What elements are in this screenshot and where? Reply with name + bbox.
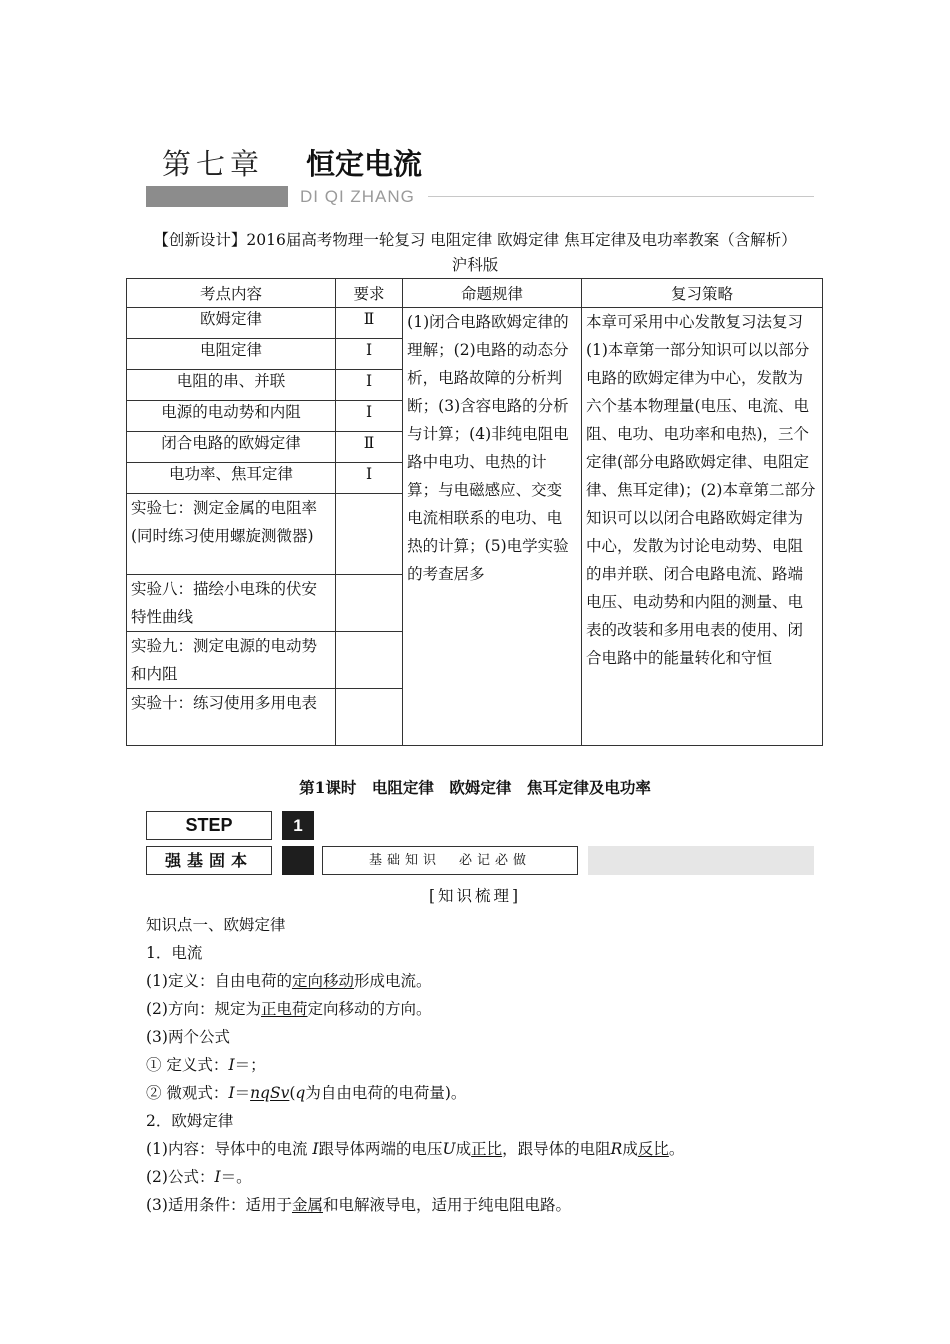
step-label: STEP: [146, 811, 272, 840]
chapter-decor-bar: [146, 186, 288, 207]
chapter-pinyin: DI QI ZHANG: [300, 187, 415, 206]
chapter-number: 第七章: [162, 147, 265, 181]
chapter-title: 恒定电流: [306, 147, 423, 181]
basis-label: 强基固本: [146, 846, 272, 875]
topic-cell: 欧姆定律: [127, 308, 336, 339]
definition-line: (1)定义：自由电荷的定向移动形成电流。: [146, 972, 432, 990]
header-level: 要求: [335, 279, 402, 308]
level-cell: Ⅰ: [335, 401, 402, 432]
level-cell: [335, 575, 402, 632]
level-cell: Ⅰ: [335, 370, 402, 401]
level-cell: Ⅰ: [335, 339, 402, 370]
formulas-heading: (3)两个公式: [146, 1028, 230, 1046]
topic-cell: 实验九：测定电源的电动势和内阻: [127, 632, 336, 689]
level-cell: Ⅰ: [335, 463, 402, 494]
ohm-content-line: (1)内容：导体中的电流 I跟导体两端的电压U成正比，跟导体的电阻R成反比。: [146, 1140, 685, 1158]
topic-cell: 电源的电动势和内阻: [127, 401, 336, 432]
applicability-line: (3)适用条件：适用于金属和电解液导电，适用于纯电阻电路。: [146, 1196, 571, 1214]
blank-answer: 正比: [471, 1140, 503, 1158]
lesson-title: 第1课时 电阻定律 欧姆定律 焦耳定律及电功率: [299, 778, 651, 797]
topic-cell: 实验七：测定金属的电阻率(同时练习使用螺旋测微器): [127, 494, 336, 575]
step-number: 1: [282, 811, 314, 840]
basis-gray-bar: [588, 846, 814, 875]
level-cell: Ⅱ: [335, 308, 402, 339]
table-header-row: [127, 279, 823, 308]
basis-dark-block: [282, 846, 314, 875]
ohm-formula-line: (2)公式：I＝。: [146, 1168, 252, 1186]
chapter-divider: [428, 196, 814, 197]
topic-cell: 闭合电路的欧姆定律: [127, 432, 336, 463]
blank-answer: 正电荷: [260, 1000, 308, 1018]
topic-cell: 实验十：练习使用多用电表: [127, 689, 336, 746]
basis-subtitle: 基础知识 必记必做: [322, 846, 578, 875]
definition-formula: ① 定义式：I＝；: [146, 1056, 266, 1074]
level-cell: [335, 632, 402, 689]
header-topic: 考点内容: [127, 279, 336, 308]
table-row: [127, 308, 823, 339]
subheading-current: 1．电流: [146, 944, 203, 962]
direction-line: (2)方向：规定为正电荷定向移动的方向。: [146, 1000, 432, 1018]
rule-cell: (1)闭合电路欧姆定律的理解；(2)电路的动态分析，电路故障的分析判断；(3)含容电路的分析与计算；(4)非纯电阻电路中电功、电热的计算；与电磁感应、交变电流相联系的电功、电热的计算；(5)电学实验的考查居多: [403, 308, 582, 746]
document-title: 【创新设计】2016届高考物理一轮复习 电阻定律 欧姆定律 焦耳定律及电功率教案（含解析）沪科版: [153, 231, 797, 274]
requirements-table: [126, 278, 823, 746]
section-heading: [知识梳理]: [428, 887, 522, 905]
topic-cell: 电阻定律: [127, 339, 336, 370]
knowledge-point-heading: 知识点一、欧姆定律: [146, 916, 286, 934]
strategy-cell: 本章可采用中心发散复习法复习(1)本章第一部分知识可以以部分电路的欧姆定律为中心，发散为六个基本物理量(电压、电流、电阻、电功、电功率和电热)，三个定律(部分电路欧姆定律、电阻定律、焦耳定律)；(2)本章第二部分知识可以以闭合电路欧姆定律为中心，发散为讨论电动势、电阻的串并联、闭合电路电流、路端电压、电动势和内阻的测量、电表的改装和多用电表的使用、闭合电路中的能量转化和守恒: [581, 308, 822, 746]
micro-formula: ② 微观式：I＝nqSv(q为自由电荷的电荷量)。: [146, 1084, 467, 1102]
blank-answer: 反比: [637, 1140, 669, 1158]
topic-cell: 电阻的串、并联: [127, 370, 336, 401]
header-rule: 命题规律: [403, 279, 582, 308]
blank-answer: 定向移动: [291, 972, 354, 990]
blank-answer: 金属: [291, 1196, 323, 1214]
level-cell: [335, 689, 402, 746]
subheading-ohm: 2．欧姆定律: [146, 1112, 234, 1130]
topic-cell: 电功率、焦耳定律: [127, 463, 336, 494]
level-cell: [335, 494, 402, 575]
blank-answer: nqSv: [250, 1084, 290, 1102]
level-cell: Ⅱ: [335, 432, 402, 463]
header-strategy: 复习策略: [581, 279, 822, 308]
topic-cell: 实验八：描绘小电珠的伏安特性曲线: [127, 575, 336, 632]
